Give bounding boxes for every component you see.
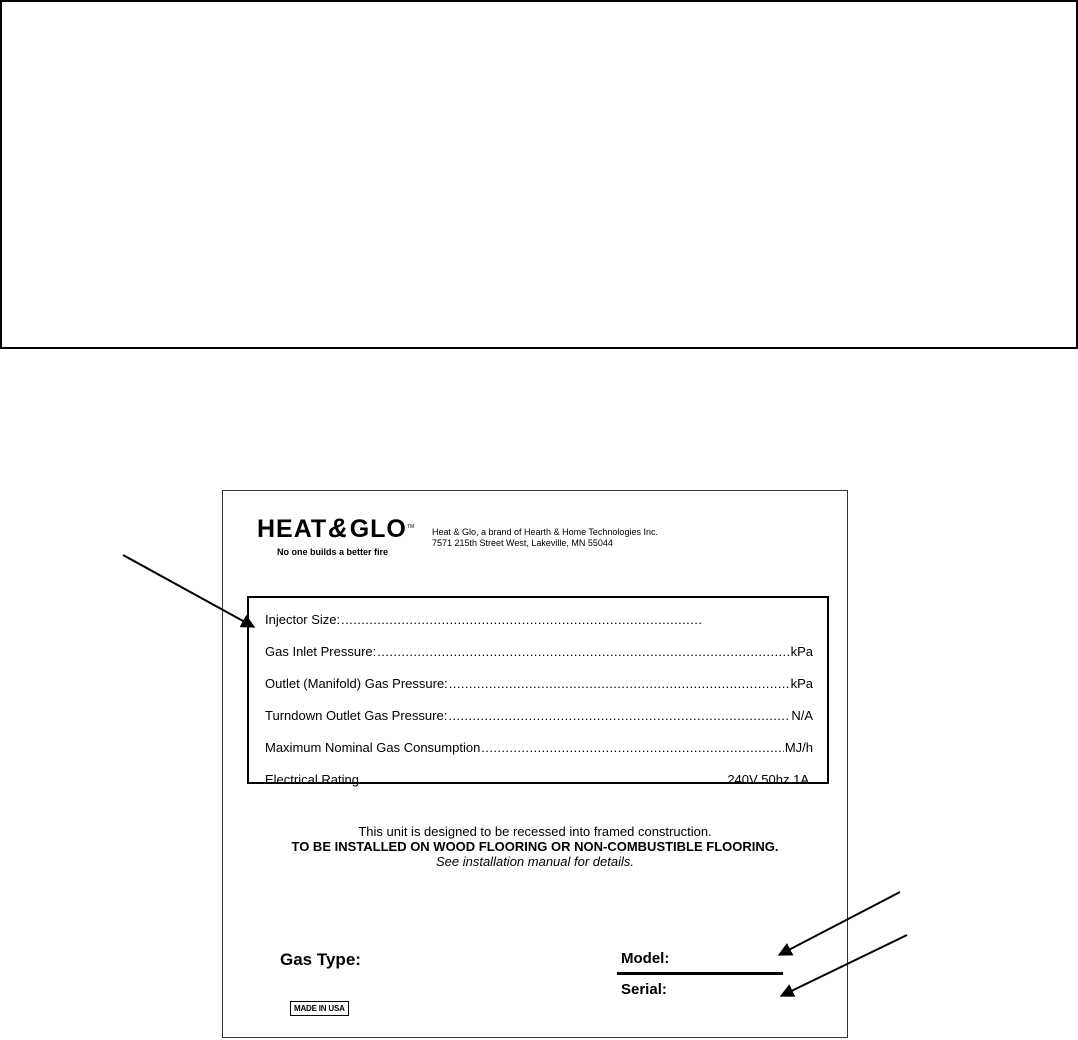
spec-row-electrical-rating: Electrical Rating ..... 240V 50hz 1A [265, 772, 809, 788]
company-address [432, 527, 658, 549]
company-address-line: 7571 215th Street West, Lakeville, MN 55044 [432, 538, 613, 548]
logo-word-heat: HEAT [257, 515, 328, 543]
serial-label: Serial: [621, 981, 667, 998]
notice-line-flooring: TO BE INSTALLED ON WOOD FLOORING OR NON-COMBUSTIBLE FLOORING. [291, 839, 779, 854]
blank-frame [0, 0, 1078, 349]
spec-row-gas-inlet-pressure: Gas Inlet Pressure: ..... kPa [265, 644, 813, 660]
logo-word-glo: GLO [349, 515, 407, 543]
company-name-line: Heat & Glo, a brand of Hearth & Home Technologies Inc. [432, 527, 658, 537]
logo-tagline: No one builds a better fire [277, 547, 389, 557]
installation-notice [223, 824, 847, 869]
spec-row-gas-consumption: Maximum Nominal Gas Consumption ..... MJ/h [265, 740, 813, 756]
gas-type-label: Gas Type: [280, 950, 361, 969]
heat-and-glo-logo [257, 513, 413, 559]
rating-label-plate [222, 490, 848, 1038]
spec-row-injector-size: Injector Size: ..... [265, 612, 813, 628]
notice-line-recessed: This unit is designed to be recessed into framed construction. [358, 824, 712, 839]
made-in-usa-badge: MADE IN USA [290, 1001, 349, 1016]
logo-trademark: TM [407, 524, 415, 530]
spec-row-turndown-pressure: Turndown Outlet Gas Pressure: ..... N/A [265, 708, 813, 724]
spec-row-outlet-gas-pressure: Outlet (Manifold) Gas Pressure: ..... kPa [265, 676, 813, 692]
notice-line-manual: See installation manual for details. [435, 854, 634, 869]
model-underline [617, 972, 783, 975]
spec-table [247, 596, 829, 787]
logo-ampersand: & [328, 513, 349, 543]
model-label: Model: [621, 950, 670, 967]
